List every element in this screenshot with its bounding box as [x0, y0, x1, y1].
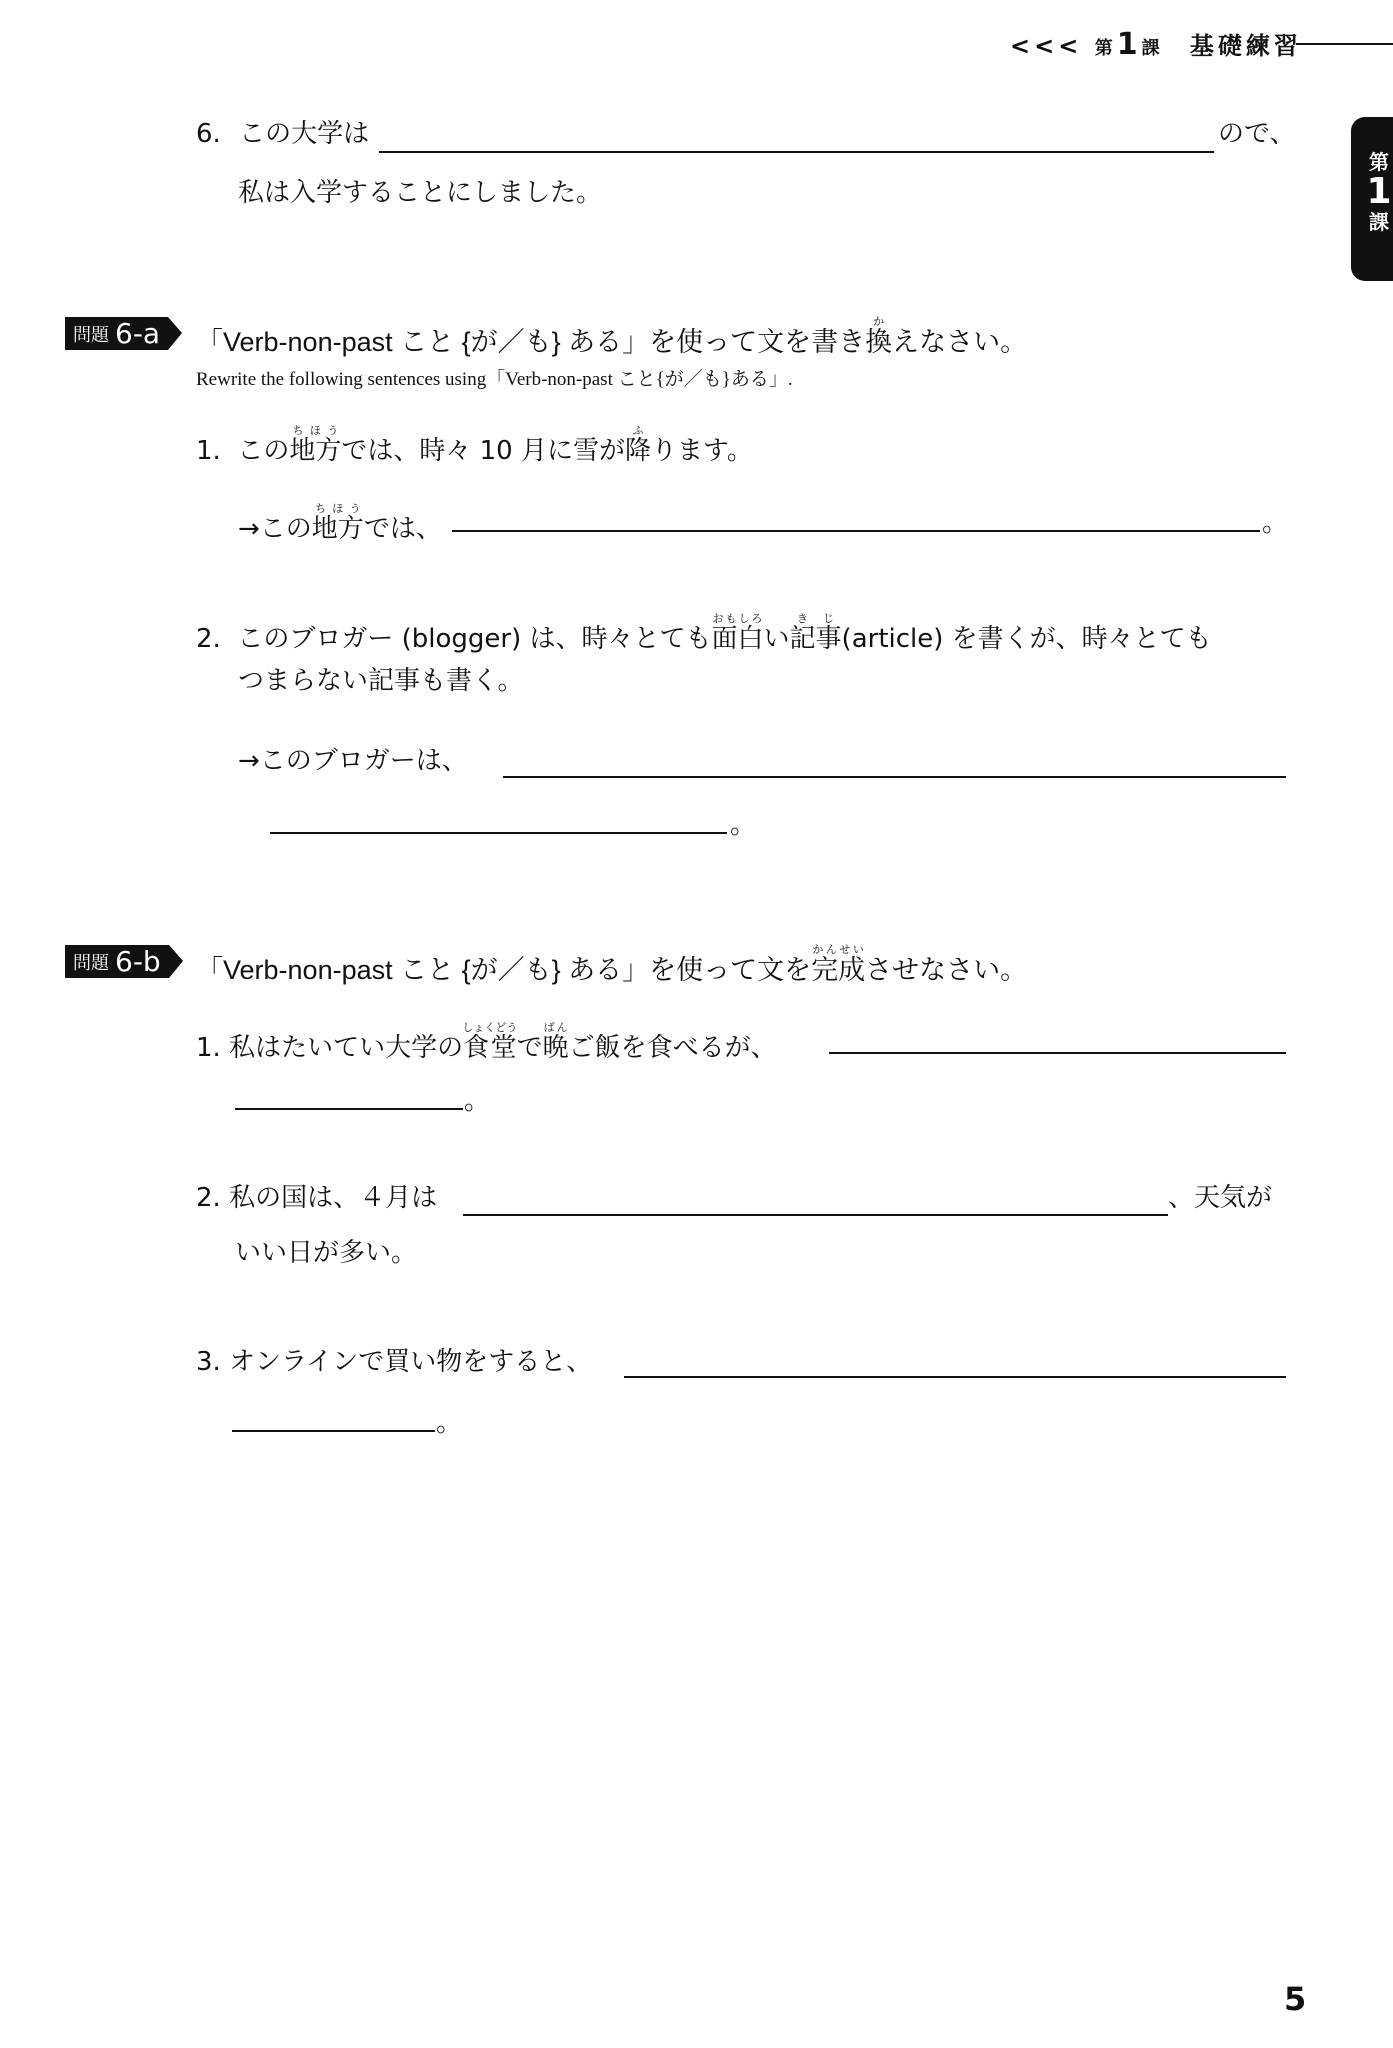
section-title: 基礎練習 [1189, 32, 1302, 60]
header-rule [1296, 43, 1393, 45]
item-text: ので、 [1218, 119, 1296, 149]
period: 。 [1262, 508, 1289, 538]
answer-prompt: →この地方ちほうでは、 [238, 502, 442, 544]
item-number: 1. [196, 1033, 221, 1063]
answer-blank[interactable] [270, 832, 727, 834]
item-6 [196, 117, 369, 151]
title-text: 「Verb-non-past こと {が／も} ある」を使って文を書き [196, 327, 866, 357]
item-6b-3: 3. オンラインで買い物をすると、 [196, 1347, 593, 1377]
period: 。 [436, 1408, 463, 1438]
item-text: この大学は [239, 119, 370, 149]
lesson-prefix: 第 [1094, 38, 1117, 59]
item-6a-2: 2. このブロガー (blogger) は、時々とても面白おもしろい記事きじ(article) を書くが、時々とても [196, 612, 1212, 654]
item-6b-1: 1. 私はたいてい大学の食堂しょくどうで晩ばんご飯を食べるが、 [196, 1021, 777, 1063]
lesson-suffix: 課 [1141, 38, 1164, 59]
item-text: 私は入学することにしました。 [238, 178, 603, 208]
tab-prefix: 第 [1369, 150, 1389, 174]
item-6a-1: 1. この地方ちほうでは、時々 10 月に雪が降ふります。 [196, 424, 753, 466]
item-number: 2. [196, 1183, 221, 1213]
title-text: えなさい。 [892, 327, 1028, 357]
period: 。 [464, 1086, 491, 1116]
tab-suffix: 課 [1369, 210, 1389, 234]
item-number: 1. [196, 436, 221, 466]
chevrons-icon: <<< [1010, 32, 1083, 60]
problem-badge-6b [65, 945, 169, 978]
answer-blank[interactable] [829, 1052, 1286, 1054]
item-number: 6. [196, 119, 221, 149]
answer-blank[interactable] [503, 776, 1286, 778]
period: 。 [730, 810, 757, 840]
tab-number: 1 [1366, 171, 1392, 212]
answer-blank[interactable] [379, 151, 1214, 153]
item-number: 2. [196, 624, 221, 654]
answer-blank[interactable] [624, 1376, 1286, 1378]
answer-blank[interactable] [235, 1108, 463, 1110]
item-6b-2: 2. 私の国は、４月は [196, 1183, 438, 1213]
page-number: 5 [1284, 1980, 1307, 2018]
badge-id: 6-a [115, 317, 161, 350]
lesson-number: 1 [1116, 27, 1142, 62]
answer-blank[interactable] [463, 1214, 1168, 1216]
english-instruction: Rewrite the following sentences using「Verb-non-past こと{が／も}ある」. [196, 369, 793, 390]
item-text: 、天気が [1168, 1183, 1273, 1213]
badge-id: 6-b [115, 945, 161, 978]
item-text: つまらない記事も書く。 [238, 666, 524, 696]
running-header [1010, 26, 1302, 62]
item-text: いい日が多い。 [235, 1238, 418, 1268]
answer-blank[interactable] [452, 530, 1260, 532]
problem-title: 「Verb-non-past こと {が／も} ある」を使って文を完成かんせいさせなさい。 [196, 944, 1028, 985]
item-number: 3. [196, 1347, 221, 1377]
badge-label: 問題 [73, 324, 109, 346]
answer-blank[interactable] [232, 1430, 435, 1432]
problem-title [196, 316, 1027, 359]
badge-label: 問題 [73, 952, 109, 974]
lesson-side-tab [1351, 117, 1393, 281]
answer-prompt: →このブロガーは、 [238, 746, 468, 776]
problem-badge-6a [65, 317, 168, 350]
ruby: 換か [865, 316, 893, 357]
